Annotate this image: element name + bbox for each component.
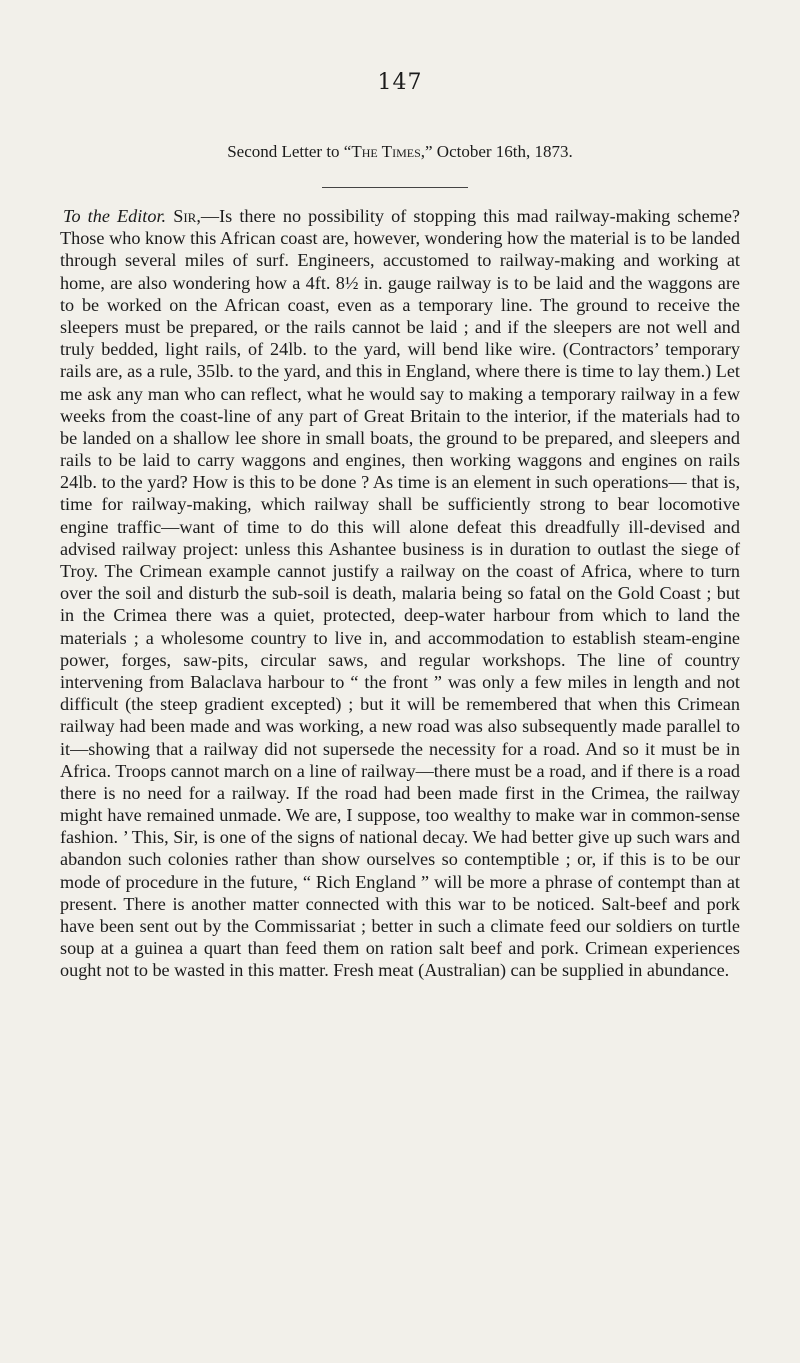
letter-body: [60, 205, 740, 982]
salutation: To the Editor.: [63, 206, 167, 226]
heading-rule: [322, 187, 468, 188]
letter-paragraph: —Is there no possibility of stopping this mad railway-making scheme? Those who know this African coast are, however, wondering how the material is to be landed through several miles of surf. Engineers, accustomed to railway-making and working at home, are also wondering how a 4ft. 8½ in. gauge railway is to be laid and the waggons are to be worked on the African coast, even as a temporary line. The ground to receive the sleepers must be prepared, or the rails cannot be laid ; and if the sleepers are not well and truly bedded, light rails, of 24lb. to the yard, will bend like wire. (Contractors’ temporary rails are, as a rule, 35lb. to the yard, and this in England, where there is time to lay them.) Let me ask any man who can reflect, what he would say to making a temporary railway in a few weeks from the coast-line of any part of Great Britain to the interior, if the materials had to be landed on a shallow lee shore in small boats, the ground to be prepared, and sleepers and rails to be laid to carry waggons and engines, then working waggons and engines on rails 24lb. to the yard? How is this to be done ? As time is an element in such operations— that is, time for railway-making, which railway shall be sufficiently strong to bear locomotive engine traffic—want of time to do this will alone defeat this dreadfully ill-devised and advised railway project: unless this Ashantee business is in duration to outlast the siege of Troy. The Crimean example cannot justify a railway on the coast of Africa, where to turn over the soil and disturb the sub-soil is death, malaria being so fatal on the Gold Coast ; but in the Crimea there was a quiet, protected, deep-water harbour from which to land the materials ; a wholesome country to live in, and accommodation to establish steam-engine power, forges, saw-pits, circular saws, and regular workshops. The line of country intervening from Balaclava harbour to “ the front ” was only a few miles in length and not difficult (the steep gradient excepted) ; but it will be remembered that when this Crimean railway had been made and was working, a new road was also subsequently made parallel to it—showing that a railway did not supersede the necessity for a road. And so it must be in Africa. Troops cannot march on a line of railway—there must be a road, and if there is a road there is no need for a railway. If the road had been made first in the Crimea, the railway might have remained unmade. We are, I suppose, too wealthy to make war in common-sense fashion. ’ This, Sir, is one of the signs of national decay. We had better give up such wars and abandon such colonies rather than show ourselves so contemptible ; or, if this is to be our mode of procedure in the future, “ Rich England ” will be more a phrase of contempt than at present. There is another matter connected with this war to be noticed. Salt-beef and pork have been sent out by the Commissariat ; better in such a climate feed our soldiers on turtle soup at a guinea a quart than feed them on ration salt beef and pork. Crimean experiences ought not to be wasted in this matter. Fresh meat (Australian) can be supplied in abundance.: [60, 206, 740, 981]
newspaper-name: The Times,: [351, 142, 425, 161]
heading-suffix: ” October 16th, 1873.: [425, 142, 573, 161]
heading-prefix: Second Letter to “: [227, 142, 352, 161]
address: Sir,: [173, 206, 201, 226]
page-number: 147: [377, 70, 423, 95]
letter-heading: [0, 142, 800, 162]
